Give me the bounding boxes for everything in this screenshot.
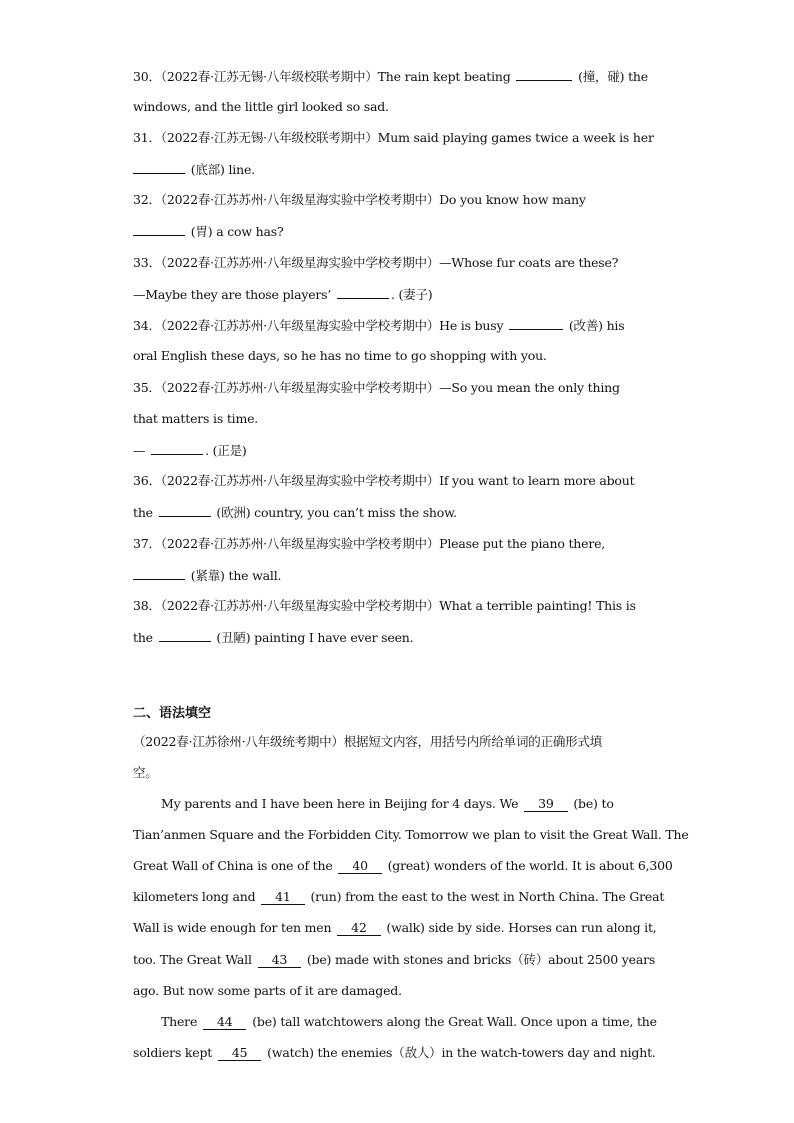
- question-33-line-1: 33．（2022春·江苏苏州·八年级星海实验中学校考期中）—Whose fur coats are these?: [133, 255, 619, 270]
- question-31-line-2: [133, 161, 255, 178]
- answer-blank[interactable]: [159, 629, 211, 642]
- section-instruction-line-1: （2022春·江苏徐州·八年级统考期中）根据短文内容，用括号内所给单词的正确形式填: [133, 734, 603, 749]
- question-37-line-1: 37．（2022春·江苏苏州·八年级星海实验中学校考期中）Please put the piano there,: [133, 536, 606, 551]
- question-36-line-2: [133, 504, 457, 521]
- passage-text: too. The Great Wall: [133, 952, 256, 967]
- passage-line-9: [133, 1045, 656, 1061]
- answer-blank[interactable]: [159, 504, 211, 517]
- blank-40[interactable]: 40: [338, 859, 382, 874]
- question-38-line-1: 38．（2022春·江苏苏州·八年级星海实验中学校考期中）What a terrible painting! This is: [133, 598, 636, 613]
- passage-text: (great) wonders of the world. It is about 6,300: [383, 858, 673, 873]
- question-text: —Maybe they are those players’: [133, 287, 335, 302]
- question-text: the: [133, 630, 157, 645]
- question-35-line-1: 35．（2022春·江苏苏州·八年级星海实验中学校考期中）—So you mean the only thing: [133, 380, 620, 395]
- passage-line-2: Tian’anmen Square and the Forbidden City. Tomorrow we plan to visit the Great Wall. The: [133, 827, 689, 842]
- answer-blank[interactable]: [133, 567, 185, 580]
- question-36-line-1: 36．（2022春·江苏苏州·八年级星海实验中学校考期中）If you want to learn more about: [133, 473, 635, 488]
- passage-text: There: [161, 1014, 201, 1029]
- passage-text: (run) from the east to the west in North China. The Great: [306, 889, 665, 904]
- passage-text: Great Wall of China is one of the: [133, 858, 337, 873]
- question-30-line-2: windows, and the little girl looked so sad.: [133, 99, 389, 114]
- question-37-line-2: [133, 567, 281, 584]
- passage-text: soldiers kept: [133, 1045, 216, 1060]
- answer-blank[interactable]: [133, 161, 185, 174]
- blank-39[interactable]: 39: [524, 797, 568, 812]
- question-hint: (撞，碰) the: [574, 69, 648, 84]
- question-31-line-1: 31．（2022春·江苏无锡·八年级校联考期中）Mum said playing games twice a week is her: [133, 130, 654, 145]
- blank-41[interactable]: 41: [261, 890, 305, 905]
- passage-text: (walk) side by side. Horses can run along it,: [382, 920, 657, 935]
- blank-43[interactable]: 43: [258, 953, 302, 968]
- question-hint: (底部) line.: [187, 162, 255, 177]
- passage-text: (watch) the enemies（敌人）in the watch-towers day and night.: [263, 1045, 656, 1060]
- passage-line-5: [133, 920, 657, 936]
- question-32-line-2: [133, 223, 283, 240]
- section-instruction-line-2: 空。: [133, 765, 158, 780]
- question-text: 34．（2022春·江苏苏州·八年级星海实验中学校考期中）He is busy: [133, 318, 508, 333]
- passage-line-8: [161, 1014, 657, 1030]
- question-35-line-3: [133, 442, 247, 459]
- question-hint: (丑陋) painting I have ever seen.: [212, 630, 414, 645]
- question-33-line-2: [133, 286, 432, 303]
- question-hint: . (妻子): [390, 287, 433, 302]
- answer-blank[interactable]: [516, 68, 572, 81]
- question-32-line-1: 32．（2022春·江苏苏州·八年级星海实验中学校考期中）Do you know how many: [133, 192, 586, 207]
- question-hint: (改善) his: [565, 318, 625, 333]
- passage-text: Wall is wide enough for ten men: [133, 920, 336, 935]
- blank-44[interactable]: 44: [203, 1015, 247, 1030]
- passage-text: (be) to: [569, 796, 614, 811]
- question-35-line-2: that matters is time.: [133, 411, 259, 426]
- answer-blank[interactable]: [133, 223, 185, 236]
- passage-text: My parents and I have been here in Beijing for 4 days. We: [161, 796, 523, 811]
- passage-line-6: [133, 952, 655, 968]
- question-hint: (紧靠) the wall.: [187, 568, 282, 583]
- blank-42[interactable]: 42: [337, 921, 381, 936]
- question-text: 30．（2022春·江苏无锡·八年级校联考期中）The rain kept beating: [133, 69, 515, 84]
- answer-blank[interactable]: [151, 442, 203, 455]
- question-text: —: [133, 443, 150, 458]
- question-hint: (胃) a cow has?: [187, 224, 284, 239]
- question-text: the: [133, 505, 157, 520]
- passage-line-7: ago. But now some parts of it are damaged.: [133, 983, 402, 998]
- passage-text: (be) tall watchtowers along the Great Wall. Once upon a time, the: [248, 1014, 657, 1029]
- question-hint: . (正是): [205, 443, 247, 458]
- passage-line-4: [133, 889, 664, 905]
- question-34-line-2: oral English these days, so he has no time to go shopping with you.: [133, 348, 547, 363]
- passage-line-3: [133, 858, 673, 874]
- question-38-line-2: [133, 629, 413, 646]
- passage-line-1: [161, 796, 614, 812]
- question-hint: (欧洲) country, you can’t miss the show.: [212, 505, 457, 520]
- section-heading: 二、语法填空: [133, 706, 212, 721]
- blank-45[interactable]: 45: [218, 1046, 262, 1061]
- passage-text: (be) made with stones and bricks（砖）about 2500 years: [303, 952, 656, 967]
- passage-text: kilometers long and: [133, 889, 260, 904]
- answer-blank[interactable]: [509, 317, 563, 330]
- answer-blank[interactable]: [337, 286, 389, 299]
- question-30-line-1: [133, 68, 648, 85]
- question-34-line-1: [133, 317, 624, 334]
